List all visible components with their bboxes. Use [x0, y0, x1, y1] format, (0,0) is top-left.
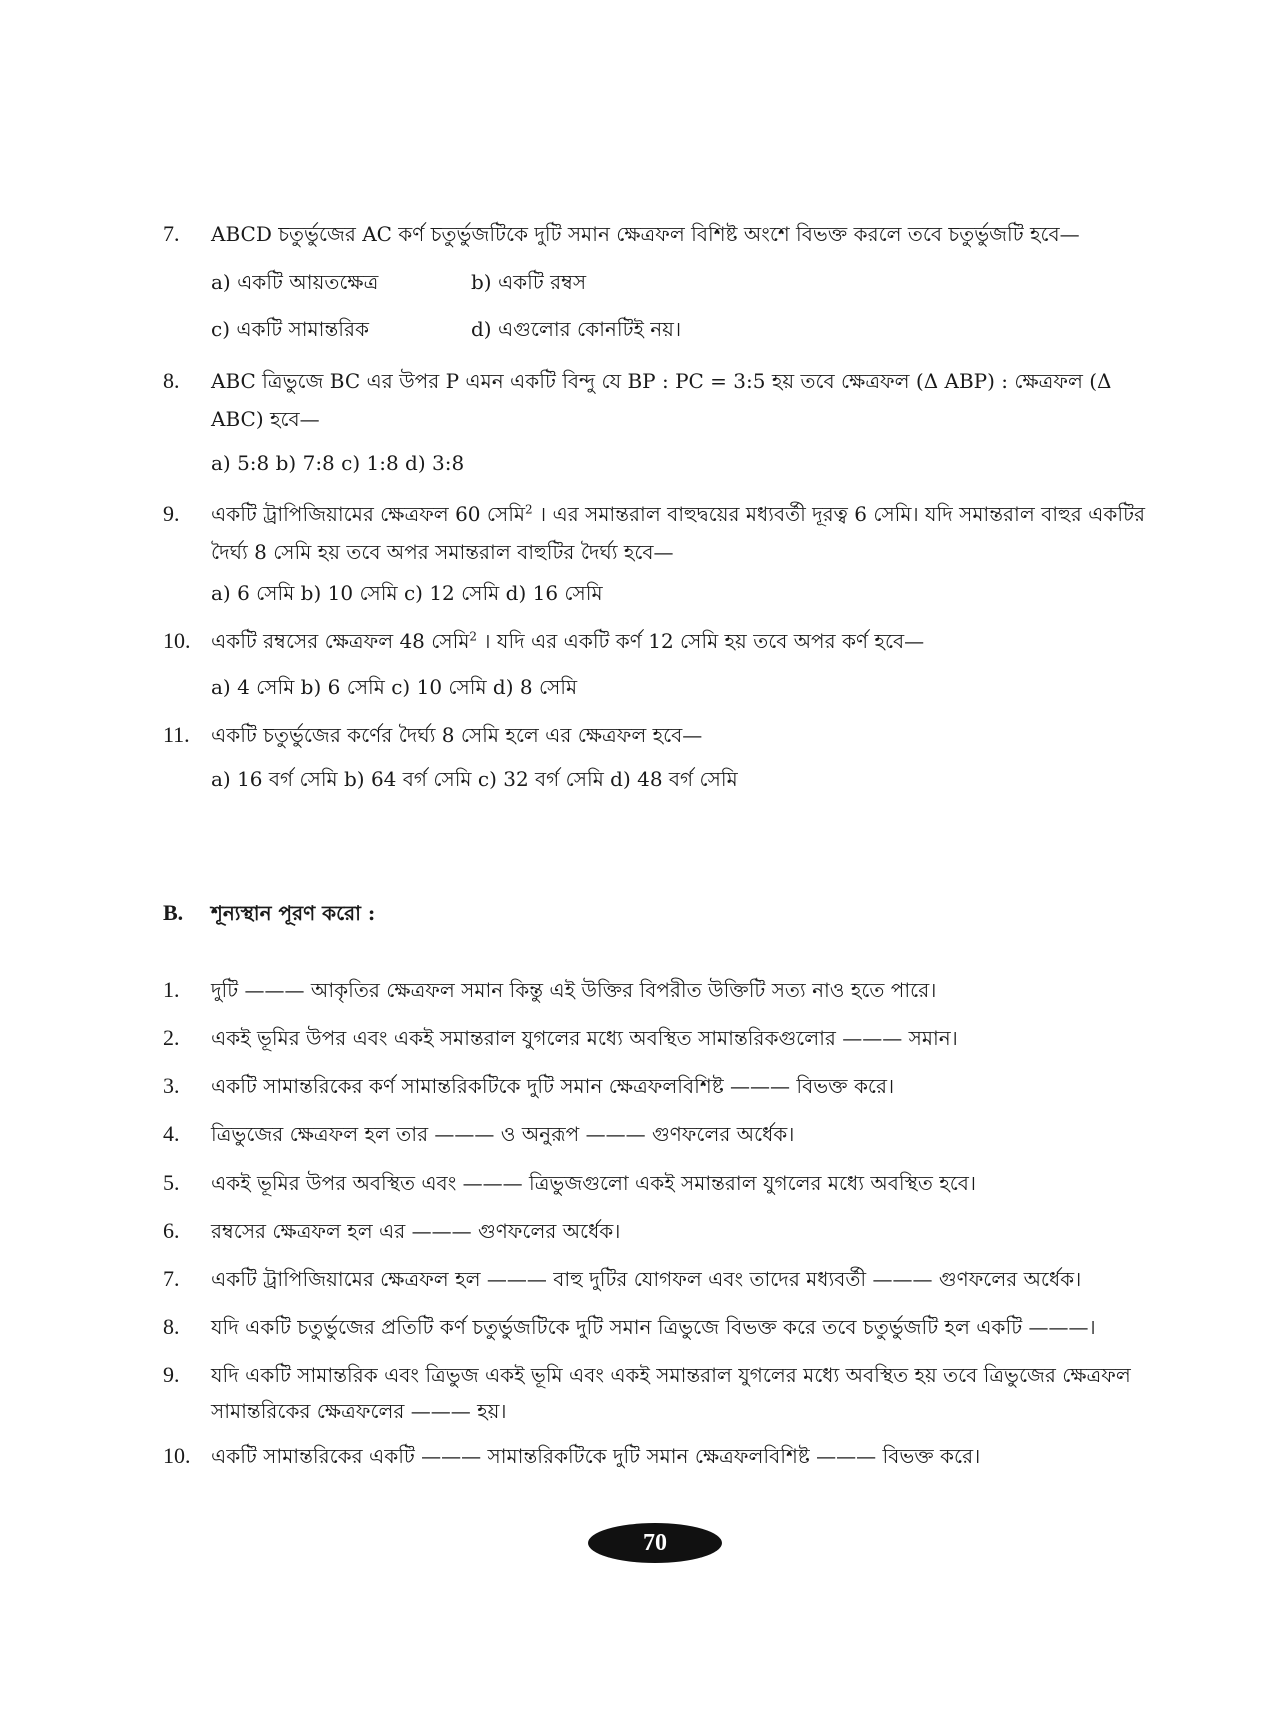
fill-item-2: 2. একই ভূমির উপর এবং একই সমান্তরাল যুগলের মধ্যে অবস্থিত সামান্তরিকগুলোর ——— সমান।: [163, 1025, 958, 1050]
question-text: একটি ট্রাপিজিয়ামের ক্ষেত্রফল 60 সেমি$^2$ । এর সমান্তরাল বাহুদ্বয়ের মধ্যবর্তী দূরত্ব 6 সেমি। যদি সমান্তরাল বাহুর একটির দৈর্ঘ্য 8 সেমি হয় তবে অপর সমান্তরাল বাহুটির দৈর্ঘ্য হবে—: [211, 502, 1145, 564]
fill-item-1: 1. দুটি ——— আকৃতির ক্ষেত্রফল সমান কিন্তু এই উক্তির বিপরীত উক্তিটি সত্য নাও হতে পারে।: [163, 977, 937, 1002]
question-10: [163, 622, 1163, 660]
options-row: a) 4 সেমি b) 6 সেমি c) 10 সেমি d) 8 সেমি: [211, 675, 578, 699]
options-row: a) 5:8 b) 7:8 c) 1:8 d) 3:8: [211, 451, 465, 475]
question-text: একটি চতুর্ভুজের কর্ণের দৈর্ঘ্য 8 সেমি হলে এর ক্ষেত্রফল হবে—: [211, 723, 703, 747]
question-8: [163, 362, 1163, 438]
question-text: ABCD চতুর্ভুজের AC কর্ণ চতুর্ভুজটিকে দুটি সমান ক্ষেত্রফল বিশিষ্ট অংশে বিভক্ত করলে তবে চতুর্ভুজটি হবে—: [211, 222, 1080, 246]
question-number: 10.: [163, 628, 191, 653]
section-heading: B. শূন্যস্থান পূরণ করো :: [163, 900, 376, 925]
question-7: [163, 215, 1163, 253]
fill-item-10: 10. একটি সামান্তরিকের একটি ——— সামান্তরিকটিকে দুটি সমান ক্ষেত্রফলবিশিষ্ট ——— বিভক্ত করে।: [163, 1443, 981, 1468]
fill-item-8: 8. যদি একটি চতুর্ভুজের প্রতিটি কর্ণ চতুর্ভুজটিকে দুটি সমান ত্রিভুজে বিভক্ত করে তবে চতুর্ভুজটি হল একটি ———।: [163, 1314, 1096, 1339]
question-11: [163, 716, 1163, 754]
question-number: 7.: [163, 221, 180, 246]
question-number: 8.: [163, 368, 180, 393]
question-number: 9.: [163, 501, 180, 526]
question-text: একটি রম্বসের ক্ষেত্রফল 48 সেমি$^2$ । যদি এর একটি কর্ণ 12 সেমি হয় তবে অপর কর্ণ হবে—: [211, 629, 925, 653]
options-row: a) 16 বর্গ সেমি b) 64 বর্গ সেমি c) 32 বর্গ সেমি d) 48 বর্গ সেমি: [211, 767, 738, 791]
options-row: [211, 265, 1111, 299]
fill-item-7: 7. একটি ট্রাপিজিয়ামের ক্ষেত্রফল হল ——— বাহু দুটির যোগফল এবং তাদের মধ্যবর্তী ——— গুণফলের অর্ধেক।: [163, 1266, 1082, 1291]
fill-item-9: 9. যদি একটি সামান্তরিক এবং ত্রিভুজ একই ভূমি এবং একই সমান্তরাল যুগলের মধ্যে অবস্থিত হয় তবে ত্রিভুজের ক্ষেত্রফল সামান্তরিকের ক্ষেত্রফলের ——— হয়।: [163, 1362, 1131, 1423]
option-b: b) একটি রম্বস: [471, 270, 587, 294]
option-c: c) একটি সামান্তরিক: [211, 317, 369, 341]
options-row: a) 6 সেমি b) 10 সেমি c) 12 সেমি d) 16 সেমি: [211, 581, 603, 605]
fill-item-5: 5. একই ভূমির উপর অবস্থিত এবং ——— ত্রিভুজগুলো একই সমান্তরাল যুগলের মধ্যে অবস্থিত হবে।: [163, 1170, 977, 1195]
option-a: a) একটি আয়তক্ষেত্র: [211, 270, 379, 294]
fill-item-3: 3. একটি সামান্তরিকের কর্ণ সামান্তরিকটিকে দুটি সমান ক্ষেত্রফলবিশিষ্ট ——— বিভক্ত করে।: [163, 1073, 895, 1098]
options-row: [211, 312, 1111, 346]
fill-item-4: 4. ত্রিভুজের ক্ষেত্রফল হল তার ——— ও অনুরূপ ——— গুণফলের অর্ধেক।: [163, 1121, 795, 1146]
question-9: [163, 495, 1163, 571]
fill-item-6: 6. রম্বসের ক্ষেত্রফল হল এর ——— গুণফলের অর্ধেক।: [163, 1218, 621, 1243]
option-d: d) এগুলোর কোনটিই নয়।: [471, 317, 682, 341]
page-number: 70: [588, 1523, 722, 1563]
question-text: ABC ত্রিভুজে BC এর উপর P এমন একটি বিন্দু যে BP : PC = 3:5 হয় তবে ক্ষেত্রফল (Δ ABP) : ক্ষেত্রফল (Δ ABC) হবে—: [211, 369, 1112, 431]
question-number: 11.: [163, 722, 190, 747]
